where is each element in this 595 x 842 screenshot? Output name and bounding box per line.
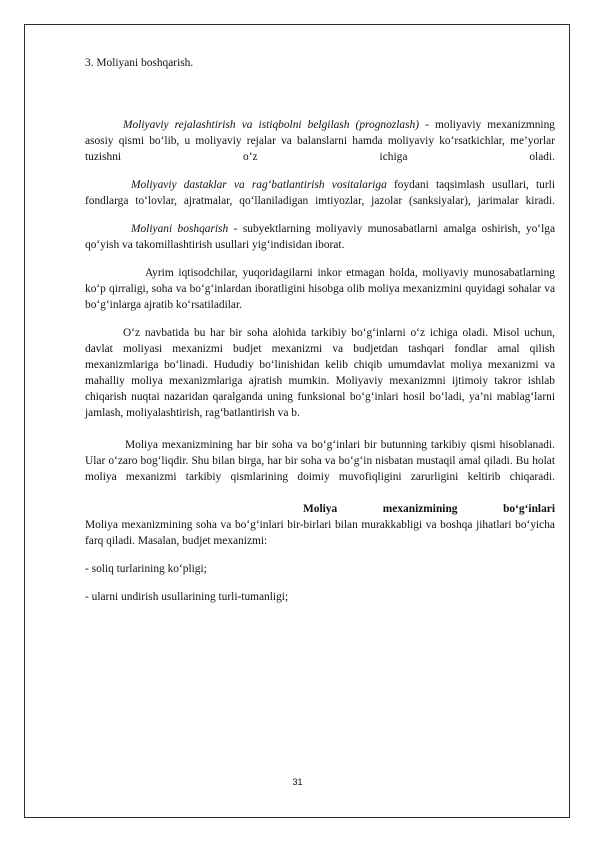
paragraph-mechanism-differences: Moliya mexanizmining soha va bo‘g‘inlari bir-birlari bilan murakkabligi va boshqa jihatlari bo‘yicha farq qiladi. Masalan, budjet mexanizmi: (85, 519, 555, 547)
paragraph-text: - subyektlarning moliyaviy munosabatlarni amalga oshirish, yo‘lga qo‘yish va takomillashtirish usullari yig‘indisidan iborat. (85, 223, 555, 251)
term-financial-planning: Moliyaviy rejalashtirish va istiqbolni belgilash (prognozlash) (123, 119, 420, 131)
paragraph-economists: Ayrim iqtisodchilar, yuqoridagilarni inkor etmagan holda, moliyaviy munosabatlarning ko‘p qirraligi, soha va bo‘g‘inlardan iboratligini hisobga olib moliya mexanizmini quyidagi sohalar va bo‘g‘inlarga ajratib ko‘rsatiladilar. (85, 267, 555, 311)
page-number: 31 (292, 777, 303, 787)
paragraph-financial-planning (85, 117, 555, 165)
paragraph-text: - moliyaviy mexanizmning asosiy qismi bo‘lib, u moliyaviy rejalar va balanslarni hamda moliyaviy ko‘rsatkichlar, me’yorlar tuzishni o‘z ichiga oladi. (85, 119, 555, 163)
paragraph-mechanism-parts: Moliya mexanizmining har bir soha va bo‘g‘inlari bir butunning tarkibiy qismi hisoblanadi. Ular o‘zaro bog‘liqdir. Shu bilan birga, har bir soha va bo‘g‘in nisbatan mustaqil amal qiladi. Bu holat moliya mexanizmi tarkibiy qismlarining doimiy muvofiqligini zarurligini keltirib chiqaradi. (85, 439, 555, 483)
paragraph-spheres: O‘z navbatida bu har bir soha alohida tarkibiy bo‘g‘inlarni o‘z ichiga oladi. Misol uchun, davlat moliyasi mexanizmi budjet mexanizmi va budjetdan tashqari fondlar amal qilish mexanizmlariga bo‘linadi. Hududiy bo‘linishidan kelib chiqib umumdavlat moliya mexanizmi va mahalliy moliya mexanizmlariga ajratish mumkin. Moliyaviy mexanizmni ijtimoiy takror ishlab chiqarish nuqtai nazaridan qaralganda uning funksional bo‘g‘inlari hosil bo‘ladi, ya’ni mablag‘larni jamlash, moliyalashtirish, rag‘batlantirish va b. (85, 327, 555, 419)
document-body (85, 55, 555, 617)
list-item: - ularni undirish usullarining turli-tumanligi; (85, 591, 289, 603)
term-finance-management: Moliyani boshqarish (131, 223, 229, 235)
list-item: - soliq turlarining ko‘pligi; (85, 563, 207, 575)
term-financial-levers: Moliyaviy dastaklar va rag‘batlantirish vositalariga (131, 179, 387, 191)
paragraph-financial-levers (85, 177, 555, 209)
bold-subheading: Moliya mexanizmining bo‘g‘inlari (303, 503, 555, 515)
section-heading: 3. Moliyani boshqarish. (85, 57, 194, 69)
paragraph-finance-management (85, 221, 555, 253)
paragraph-text: foydani taqsimlash usullari, turli fondlarga to‘lovlar, ajratmalar, qo‘llaniladigan imtiyozlar, jazolar (sanksiyalar), jarimalar kiradi. (85, 179, 555, 207)
